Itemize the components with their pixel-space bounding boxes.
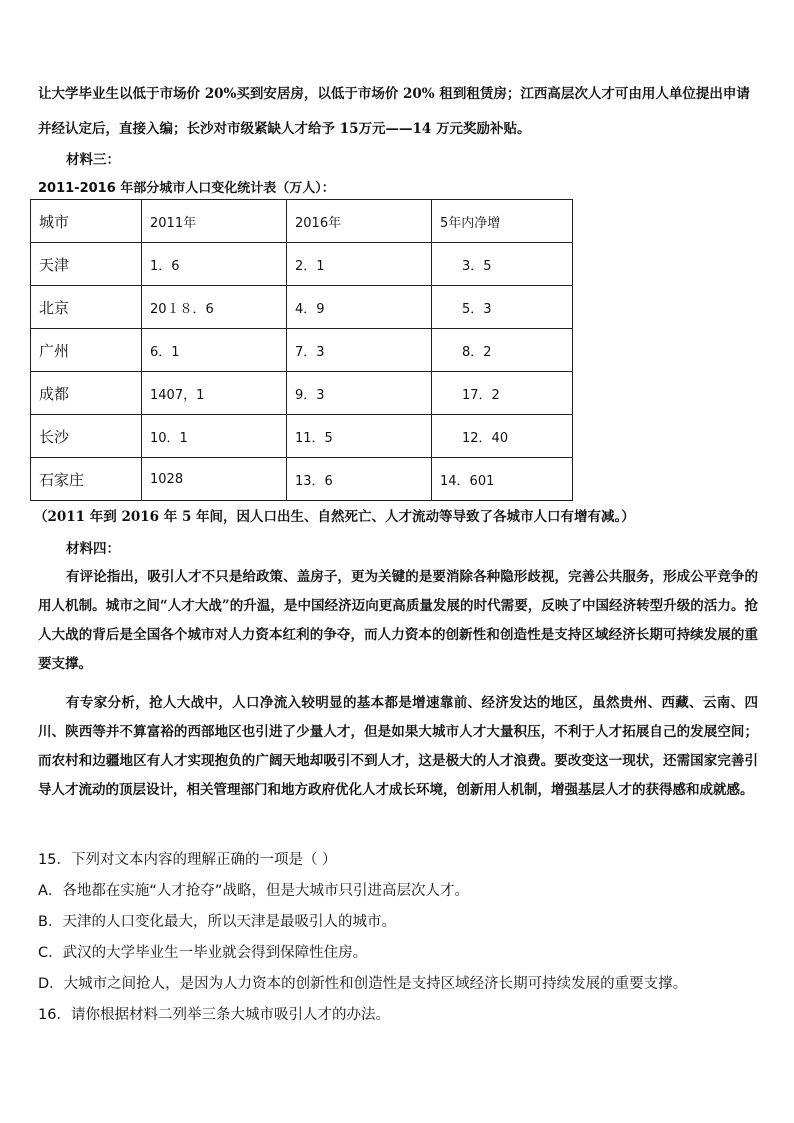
table-cell: 天津	[31, 243, 142, 286]
option-b: B．天津的人口变化最大，所以天津是最吸引人的城市。	[38, 914, 396, 930]
table-row	[31, 372, 573, 415]
question-15: 15．下列对文本内容的理解正确的一项是（ ）	[38, 852, 337, 868]
table-cell: 成都	[31, 372, 142, 415]
table-row	[31, 243, 573, 286]
table-cell: 20１８．6	[142, 286, 287, 329]
table-row	[31, 415, 573, 458]
population-table	[30, 199, 573, 501]
table-header-row	[31, 200, 573, 243]
table-cell: 10．1	[142, 415, 287, 458]
table-cell: 8．2	[432, 329, 573, 372]
material4-heading: 材料四：	[66, 541, 120, 557]
header-cell: 城市	[31, 200, 142, 243]
table-cell: 1407，1	[142, 372, 287, 415]
table-cell: 13．6	[287, 458, 432, 501]
text-line: 让大学毕业生以低于市场价 20%买到安居房，以低于市场价 20% 租到租赁房；江西高层次人才可由用人单位提出申请	[38, 86, 750, 102]
table-row	[31, 458, 573, 501]
table-title: 2011-2016 年部分城市人口变化统计表（万人）：	[38, 181, 335, 196]
header-cell: 2016年	[287, 200, 432, 243]
table-cell: 石家庄	[31, 458, 142, 501]
table-cell: 1．6	[142, 243, 287, 286]
option-c: C．武汉的大学毕业生一毕业就会得到保障性住房。	[38, 945, 368, 961]
table-cell: 6．1	[142, 329, 287, 372]
table-cell: 7．3	[287, 329, 432, 372]
option-d: D．大城市之间抢人，是因为人力资本的创新性和创造性是支持区域经济长期可持续发展的重要支撑。	[38, 976, 688, 992]
table-row	[31, 329, 573, 372]
table-cell: 1028	[142, 458, 287, 501]
material3-heading: 材料三：	[66, 152, 120, 168]
table-cell: 4．9	[287, 286, 432, 329]
material4-paragraph-1: 有评论指出，吸引人才不只是给政策、盖房子，更为关键的是要消除各种隐形歧视，完善公共服务，形成公平竞争的用人机制。城市之间“人才大战”的升温，是中国经济迈向更高质量发展的时代需要，反映了中国经济转型升级的活力。抢人大战的背后是全国各个城市对人力资本红利的争夺，而人力资本的创新性和创造性是支持区域经济长期可持续发展的重要支撑。	[38, 569, 758, 672]
header-cell: 2011年	[142, 200, 287, 243]
table-row	[31, 286, 573, 329]
table-cell: 2．1	[287, 243, 432, 286]
material4-paragraph-2: 有专家分析，抢人大战中，人口净流入较明显的基本都是增速靠前、经济发达的地区，虽然贵州、西藏、云南、四川、陕西等并不算富裕的西部地区也引进了少量人才，但是如果大城市人才大量积压，不利于人才拓展自己的发展空间；而农村和边疆地区有人才实现抱负的广阔天地却吸引不到人才，这是极大的人才浪费。要改变这一现状，还需国家完善引导人才流动的顶层设计，相关管理部门和地方政府优化人才成长环境，创新用人机制，增强基层人才的获得感和成就感。	[38, 695, 758, 798]
question-16: 16．请你根据材料二列举三条大城市吸引人才的办法。	[38, 1007, 390, 1023]
table-cell: 长沙	[31, 415, 142, 458]
table-cell: 12．40	[432, 415, 573, 458]
table-cell: 5．3	[432, 286, 573, 329]
header-cell: 5年内净增	[432, 200, 573, 243]
table-cell: 北京	[31, 286, 142, 329]
table-cell: 9．3	[287, 372, 432, 415]
table-cell: 广州	[31, 329, 142, 372]
table-cell: 3．5	[432, 243, 573, 286]
table-cell: 11．5	[287, 415, 432, 458]
table-cell: 14．601	[432, 458, 573, 501]
table-note: （2011 年到 2016 年 5 年间，因人口出生、自然死亡、人才流动等导致了各城市人口有增有减。）	[34, 509, 635, 525]
option-a: A．各地都在实施“人才抢夺”战略，但是大城市只引进高层次人才。	[38, 883, 469, 899]
text-line: 并经认定后，直接入编；长沙对市级紧缺人才给予 15万元——14 万元奖励补贴。	[38, 121, 531, 137]
table-cell: 17．2	[432, 372, 573, 415]
